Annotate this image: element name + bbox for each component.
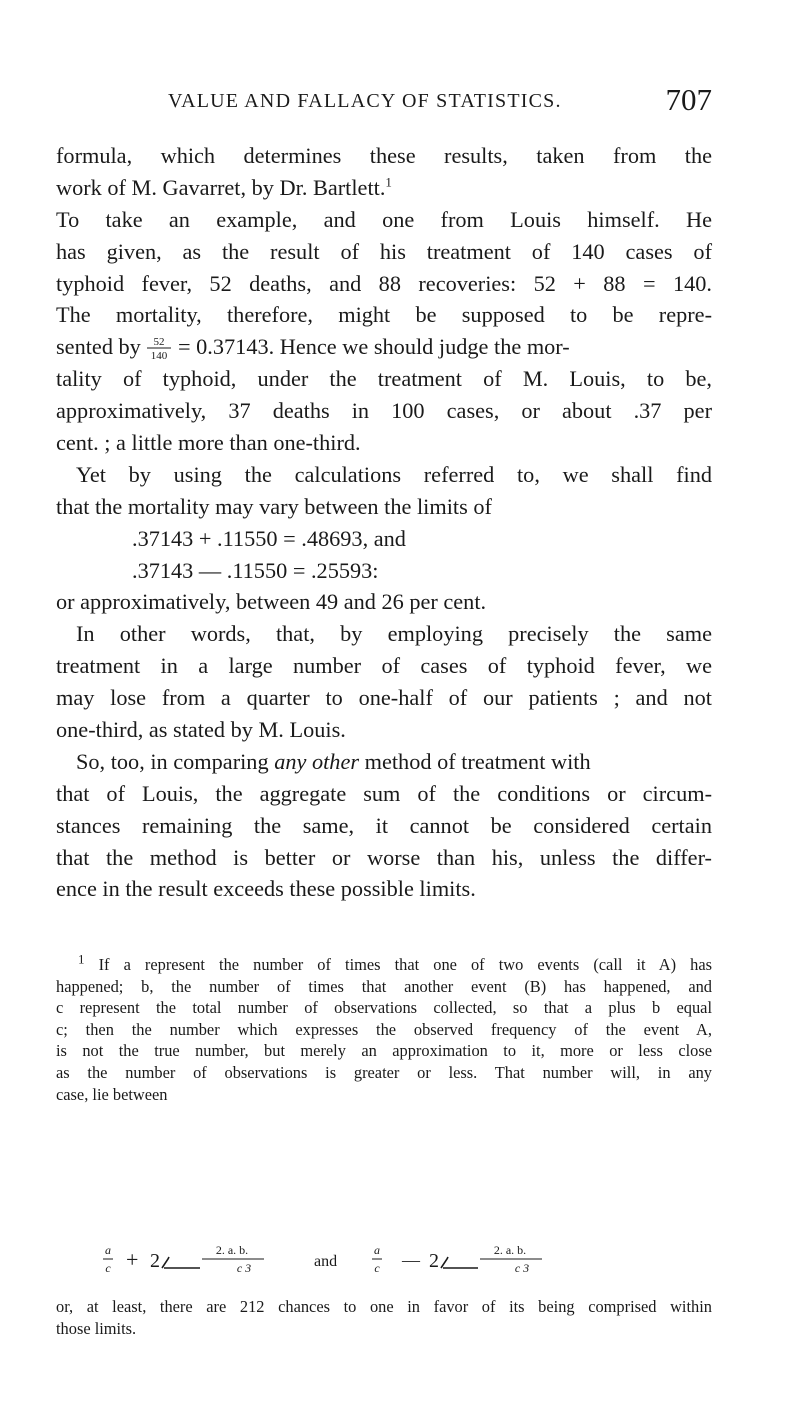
- formula-and: and: [314, 1253, 338, 1270]
- formula-inner-num: 2. a. b.: [215, 1243, 249, 1257]
- formula-plus: +: [126, 1247, 139, 1272]
- footnote-line: [56, 951, 712, 976]
- formula-inner-num-2: 2. a. b.: [493, 1243, 527, 1257]
- body-line: one-third, as stated by M. Louis.: [56, 717, 346, 743]
- equation-line: .37143 — .11550 = .25593:: [132, 557, 379, 583]
- formula-two-2: 2: [429, 1250, 439, 1272]
- body-line: stances remaining the same, it cannot be considered certain: [56, 812, 712, 838]
- footnote-ref: 1: [385, 174, 392, 190]
- footnote-text: If a represent the number of times that one of two events (call it A) has: [98, 955, 712, 974]
- footnote-marker: 1: [78, 951, 85, 967]
- body-line-text: = 0.37143. Hence we should judge the mor-: [178, 334, 570, 360]
- formula-a-2: a: [374, 1243, 380, 1257]
- body-line: In other words, that, by employing precisely the same: [76, 621, 712, 647]
- footnote-line: or, at least, there are 212 chances to one in favor of its being comprised within: [56, 1297, 712, 1316]
- footnote-line: happened; b, the number of times that another event (B) has happened, and: [56, 976, 712, 996]
- footnote-line: as the number of observations is greater or less. That number will, in any: [56, 1062, 712, 1082]
- body-line-text: work of M. Gavarret, by Dr. Bartlett.: [56, 174, 386, 200]
- fraction-52-140: [146, 335, 172, 363]
- body-line-text: sented by: [56, 334, 141, 360]
- footnote-line: those limits.: [56, 1318, 137, 1338]
- body-line: formula, which determines these results, taken from the: [56, 143, 712, 168]
- body-line: that the method is better or worse than his, unless the differ-: [56, 844, 712, 870]
- formula-minus: —: [402, 1250, 420, 1270]
- body-line-text: So, too, in comparing: [76, 748, 269, 774]
- body-line: cent. ; a little more than one-third.: [56, 430, 361, 456]
- footnote-line: is not the true number, but merely an approximation to it, more or less close: [56, 1041, 712, 1061]
- equation-line: .37143 + .11550 = .48693, and: [132, 525, 406, 551]
- body-line: may lose from a quarter to one-half of our patients ; and not: [56, 685, 712, 711]
- fraction-numerator: 52: [153, 336, 165, 349]
- body-line: that the mortality may vary between the limits of: [56, 493, 492, 519]
- footnote-line: case, lie between: [56, 1084, 168, 1104]
- body-line: The mortality, therefore, might be supposed to be repre-: [56, 302, 712, 328]
- body-line: that of Louis, the aggregate sum of the conditions or circum-: [56, 780, 712, 806]
- footnote-line: c represent the total number of observations collected, so that a plus b equal: [56, 998, 712, 1018]
- formula-two: 2: [150, 1250, 160, 1272]
- body-line: ence in the result exceeds these possible limits.: [56, 876, 476, 902]
- body-line: typhoid fever, 52 deaths, and 88 recoveries: 52 + 88 = 140.: [56, 270, 712, 296]
- formula-a: a: [105, 1243, 111, 1257]
- fraction-denominator: 140: [151, 350, 168, 362]
- body-line: [56, 172, 712, 204]
- body-line: or approximatively, between 49 and 26 per cent.: [56, 589, 487, 615]
- body-line: treatment in a large number of cases of typhoid fever, we: [56, 653, 712, 679]
- formula-c-2: c: [374, 1261, 380, 1275]
- running-head: [60, 82, 712, 122]
- body-line: [56, 746, 712, 778]
- body-line: To take an example, and one from Louis himself. He: [56, 206, 712, 232]
- body-line-text: method of treatment with: [364, 748, 591, 774]
- body-text: [56, 140, 712, 905]
- limits-formula: [102, 1240, 662, 1284]
- emphasis: any other: [274, 748, 360, 774]
- body-line: approximatively, 37 deaths in 100 cases, or about .37 per: [56, 398, 712, 424]
- page-number: 707: [665, 82, 712, 117]
- footnote-tail: [56, 1296, 712, 1339]
- running-title: VALUE AND FALLACY OF STATISTICS.: [168, 90, 562, 112]
- body-line: [56, 331, 712, 363]
- footnote: [56, 951, 712, 1105]
- body-line: tality of typhoid, under the treatment of M. Louis, to be,: [56, 366, 712, 392]
- formula-c: c: [105, 1261, 111, 1275]
- body-line: Yet by using the calculations referred to, we shall find: [76, 461, 712, 487]
- formula-inner-den: c 3: [236, 1261, 252, 1275]
- footnote-line: c; then the number which expresses the observed frequency of the event A,: [56, 1019, 712, 1039]
- formula-inner-den-2: c 3: [514, 1261, 530, 1275]
- body-line: has given, as the result of his treatment of 140 cases of: [56, 238, 712, 264]
